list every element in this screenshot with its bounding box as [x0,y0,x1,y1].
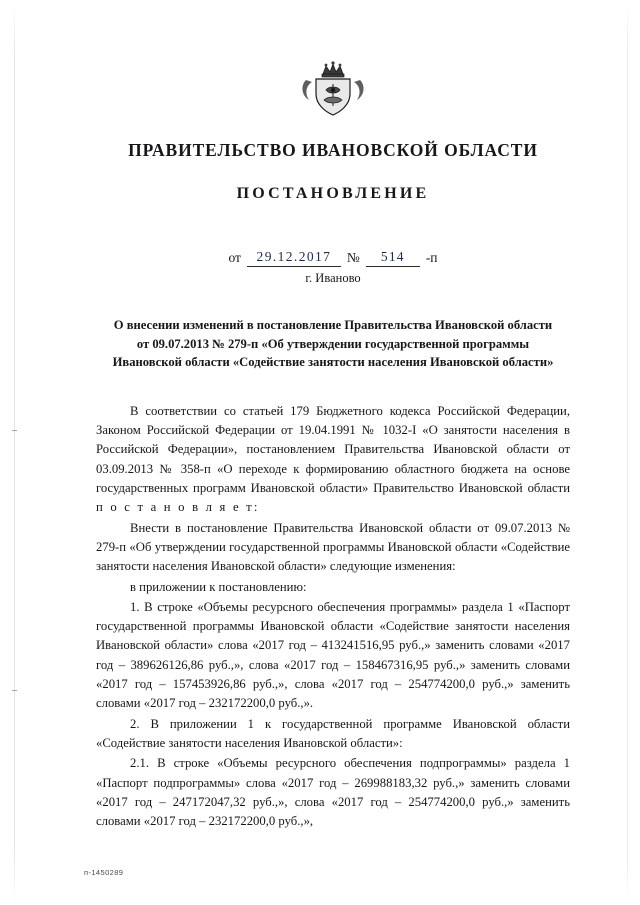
paragraph-4: 1. В строке «Объемы ресурсного обеспечения программы» раздела 1 «Паспорт государственной программы Ивановской области «Содействие занятости населения Ивановской области» слова «2017 год – 413241516,95 руб.,» заменить словами «2017 год – 389626126,86 руб.,», слова «2017 год – 158467316,95 руб.,» заменить словами «2017 год – 157453926,86 руб.,», слова «2017 год – 254774200,0 руб.,» заменить словами «2017 год – 232172200,0 руб.,». [96,599,570,711]
paragraph-6: 2.1. В строке «Объемы ресурсного обеспечения подпрограммы» раздела 1 «Паспорт подпрограммы» слова «2017 год – 269988183,32 руб.,» заменить словами «2017 год – 247172047,32 руб.,», слова «2017 год – 254774200,0 руб.,» заменить словами «2017 год – 232172200,0 руб.,», [96,756,570,829]
footer-code: п-1450289 [84,868,124,877]
document-body [96,402,570,832]
paragraph-1 [96,402,570,518]
paragraph-3: в приложении к постановлению: [130,579,307,594]
registration-line [96,249,570,267]
number-suffix: -п [425,250,438,265]
scan-edge-right [627,0,628,905]
paragraph-2: Внести в постановление Правительства Ивановской области от 09.07.2013 № 279-п «Об утверждении государственной программы Ивановской области «Содействие занятости населения Ивановской области» следующие изменения: [96,520,570,574]
resolution-word: п о с т а н о в л я е т: [96,500,260,515]
document-subject: О внесении изменений в постановление Правительства Ивановской области от 09.07.2013 № 279-п «Об утверждении государственной программы Ивановской области «Содействие занятости населения Ивановской области» [112,318,554,370]
date-value: 29.12.2017 [247,249,341,267]
scan-edge-left [14,0,15,905]
paragraph-5: 2. В приложении 1 к государственной программе Ивановской области «Содействие занятости населения Ивановской области»: [96,716,570,750]
scan-tick [12,690,17,691]
date-label: от [228,250,241,265]
paragraph-1-text: В соответствии со статьей 179 Бюджетного кодекса Российской Федерации, Законом Российской Федерации от 19.04.1991 № 1032-I «О занятости населения в Российской Федерации», постановлением Правительства Ивановской области от 03.09.2013 № 358-п «О переходе к формированию областного бюджета на основе государственных программ Ивановской области» Правительство Ивановской области [96,403,570,496]
page-title: ПРАВИТЕЛЬСТВО ИВАНОВСКОЙ ОБЛАСТИ [128,140,538,160]
scan-tick [12,430,17,431]
city-label: г. Иваново [305,271,361,285]
document-content [96,60,570,831]
coat-of-arms-icon [96,60,570,118]
number-value: 514 [366,249,420,267]
number-label: № [346,250,360,265]
document-type-heading: ПОСТАНОВЛЕНИЕ [236,185,430,202]
